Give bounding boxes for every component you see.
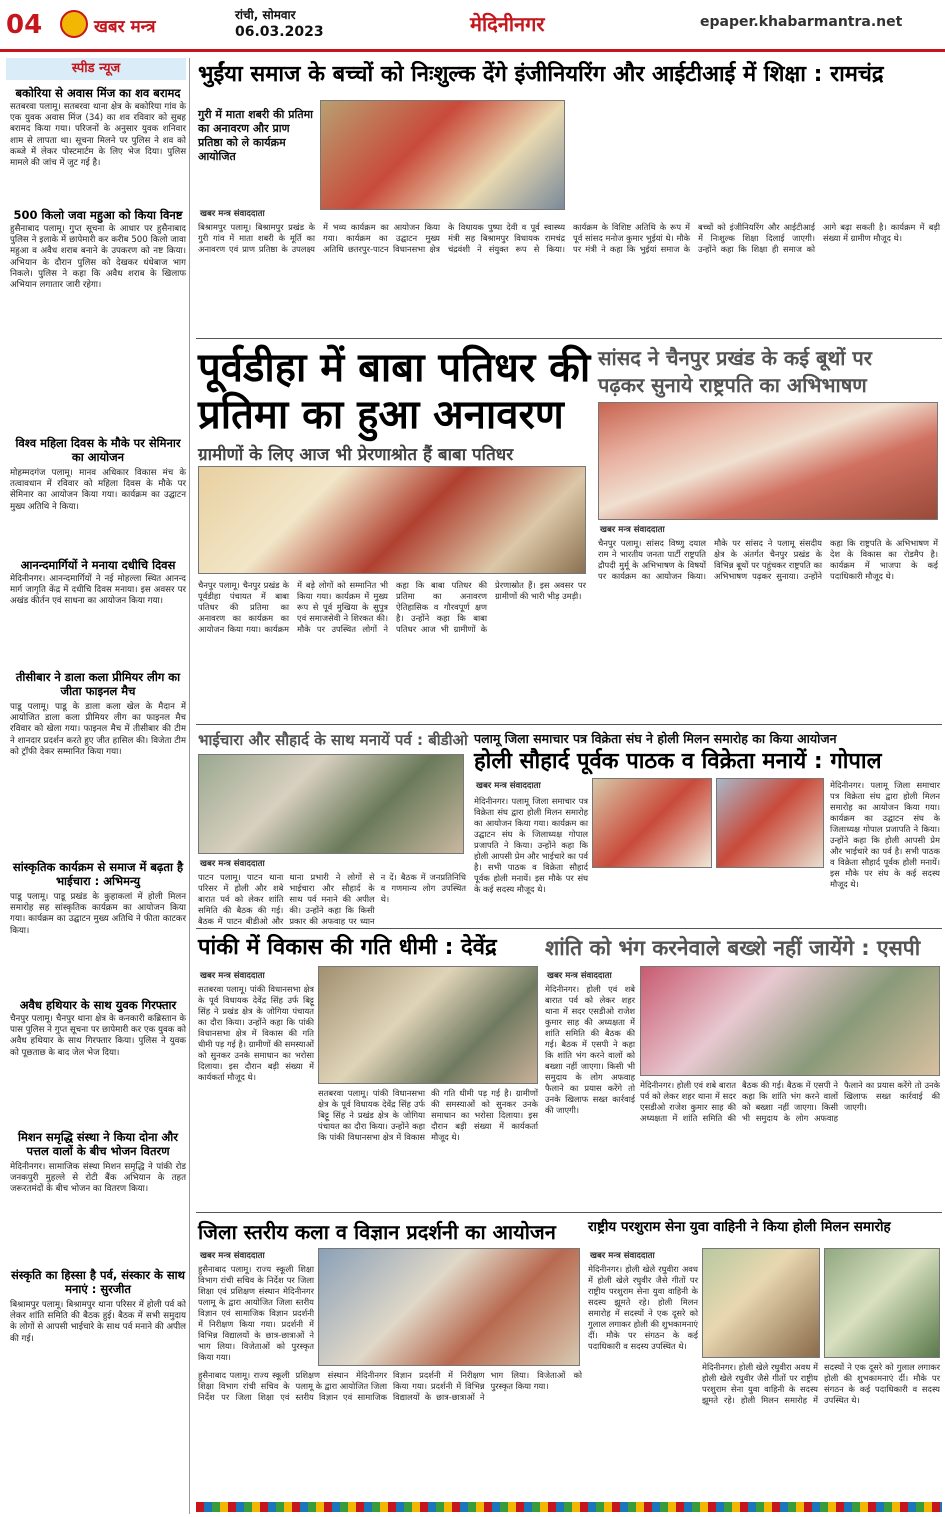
masthead bbox=[0, 0, 945, 52]
divider bbox=[196, 338, 942, 339]
story2-photo bbox=[198, 466, 586, 574]
story8-credit: खबर मन्त्र संवाददाता bbox=[200, 1251, 265, 1261]
story5-kicker: पलामू जिला समाचार पत्र विक्रेता संघ ने होली मिलन समारोह का किया आयोजन bbox=[474, 731, 837, 746]
story7-body-continued: मेदिनीनगर। होली एवं शबे बारात पर्व को लेकर शहर थाना में सदर एसडीओ राजेश कुमार साह की अध्यक्षता में शांति समिति की बैठक की गई। बैठक में एसपी ने कहा कि शांति भंग करने वालों को बख्शा नहीं जाएगा। किसी भी समुदाय के लोग अफवाह फैलाने का प्रयास करेंगे तो उनके खिलाफ सख्त कार्रवाई की जाएगी। bbox=[640, 1080, 940, 1123]
city-day: रांची, सोमवार bbox=[235, 8, 296, 22]
divider bbox=[196, 928, 942, 929]
section-label: स्पीड न्यूज bbox=[6, 58, 186, 80]
story3-photo bbox=[598, 402, 938, 520]
story6-body-continued: सतबरवा पलामू। पांकी विधानसभा क्षेत्र के पूर्व विधायक देवेंद्र सिंह उर्फ बिट्टू सिंह ने प्रखंड क्षेत्र के जोगिया पंचायत का दौरा किया। उन्होंने कहा कि पांकी विधानसभा क्षेत्र में विकास की गति धीमी पड़ गई है। ग्रामीणों की समस्याओं को सुनकर उनके समाधान का भरोसा दिलाया। इस दौरान बड़ी संख्या में कार्यकर्ता मौजूद थे। bbox=[318, 1088, 538, 1142]
brief-headline: अवैध हथियार के साथ युवक गिरफ्तार bbox=[19, 998, 177, 1012]
story3-body: चैनपुर पलामू। सांसद विष्णु दयाल राम ने भारतीय जनता पार्टी राष्ट्रपति द्रौपदी मुर्मू के अभिभाषण के विषयों पर कार्यक्रम का आयोजन किया। मौके पर सांसद ने पलामू संसदीय क्षेत्र के अंतर्गत चैनपुर प्रखंड के विभिन्न बूथों पर पहुंचकर राष्ट्रपति का अभिभाषण पढ़कर सुनाया। उन्होंने कहा कि राष्ट्रपति के अभिभाषण में देश के विकास का रोडमैप है। कार्यक्रम में भाजपा के कई पदाधिकारी मौजूद थे। bbox=[598, 538, 938, 581]
brief-text: बिश्रामपुर पलामू। बिश्रामपुर थाना परिसर में होली पर्व को लेकर शांति समिति की बैठक हुई। बैठक में सभी समुदाय के लोगों से आपसी भाईचारे के साथ पर्व मनाने की अपील की गई। bbox=[10, 1300, 186, 1344]
brief-text: पाडू पलामू। पाडू प्रखंड के कुहाकलां में होली मिलन समारोह सह सांस्कृतिक कार्यक्रम का आयोजन किया गया। कार्यक्रम का उद्घाटन मुख्य अतिथि ने फीता काटकर किया। bbox=[10, 892, 186, 936]
brief-headline: आनन्दमार्गियों ने मनाया दधीचि दिवस bbox=[20, 558, 176, 572]
brief-headline: तीसीबार ने डाला कला प्रीमियर लीग का जीता फाइनल मैच bbox=[15, 670, 181, 698]
story1-caption: गुरी में माता शबरी की प्रतिमा का अनावरण और प्राण प्रतिष्ठा को ले कार्यक्रम आयोजित bbox=[198, 108, 314, 163]
brief-headline: 500 किलो जवा महुआ को किया विनष्ट bbox=[13, 208, 183, 222]
story6-photo bbox=[318, 966, 538, 1084]
brand-name: खबर मन्त्र bbox=[94, 17, 156, 37]
brief-text: चैनपुर पलामू। चैनपुर थाना क्षेत्र के कनकारी कब्रिस्तान के पास पुलिस ने गुप्त सूचना पर छापेमारी कर एक युवक को अवैध हथियार के साथ गिरफ्तार किया। पुलिस ने युवक को पूछताछ के बाद जेल भेज दिया। bbox=[10, 1014, 186, 1058]
story7-credit: खबर मन्त्र संवाददाता bbox=[547, 971, 612, 981]
brief-text: पाडू पलामू। पाडू के डाला कला खेल के मैदान में आयोजित डाला कला प्रीमियर लीग का फाइनल मैच रविवार को खेला गया। फाइनल मैच में तीसीबार की टीम ने शानदार प्रदर्शन करते हुए जीत हासिल की। विजेता टीम को ट्रॉफी देकर सम्मानित किया गया। bbox=[10, 702, 186, 757]
story8-photo bbox=[318, 1248, 580, 1366]
story9-body: मेदिनीनगर। होली खेले रघुवीरा अवध में होली खेले रघुवीर जैसे गीतों पर राष्ट्रीय परशुराम सेना युवा वाहिनी के सदस्य झूमते रहे। होली मिलन समारोह में सदस्यों ने एक दूसरे को गुलाल लगाकर होली की शुभकामनाएं दीं। मौके पर संगठन के कई पदाधिकारी व सदस्य उपस्थित थे। bbox=[588, 1264, 698, 1351]
story1-headline: भुईंया समाज के बच्चों को निःशुल्क देंगे इंजीनियरिंग और आईटीआई में शिक्षा : रामचंद्र bbox=[198, 62, 884, 87]
story6-body: सतबरवा पलामू। पांकी विधानसभा क्षेत्र के पूर्व विधायक देवेंद्र सिंह उर्फ बिट्टू सिंह ने प्रखंड क्षेत्र के जोगिया पंचायत का दौरा किया। उन्होंने कहा कि पांकी विधानसभा क्षेत्र में विकास की गति धीमी पड़ गई है। ग्रामीणों की समस्याओं को सुनकर उनके समाधान का भरोसा दिलाया। इस दौरान बड़ी संख्या में कार्यकर्ता मौजूद थे। bbox=[198, 984, 314, 1082]
story8-body-continued: हुसैनाबाद पलामू। राज्य स्कूली शिक्षा विभाग रांची सचिव के निर्देश पर जिला शिक्षा एवं प्रशिक्षण संस्थान मेदिनीनगर पलामू के द्वारा आयोजित जिला स्तरीय विज्ञान एवं सामाजिक विज्ञान प्रदर्शनी में निरीक्षण किया गया। प्रदर्शनी में विभिन्न विद्यालयों के छात्र-छात्राओं ने भाग लिया। विजेताओं को पुरस्कृत किया गया। bbox=[198, 1370, 582, 1402]
story8-headline: जिला स्तरीय कला व विज्ञान प्रदर्शनी का आयोजन bbox=[198, 1220, 556, 1244]
brief-text: मोहम्मदगंज पलामू। मानव अधिकार विकास मंच के तत्वावधान में रविवार को महिला दिवस के मौके पर सेमिनार का आयोजन किया गया। कार्यक्रम का उद्घाटन मुख्य अतिथि ने किया। bbox=[10, 468, 186, 512]
story1-credit: खबर मन्त्र संवाददाता bbox=[200, 209, 265, 219]
story5-body-continued: मेदिनीनगर। पलामू जिला समाचार पत्र विक्रेता संघ द्वारा होली मिलन समारोह का आयोजन किया गया। कार्यक्रम का उद्घाटन संघ के जिलाध्यक्ष गोपाल प्रजापति ने किया। उन्होंने कहा कि होली आपसी प्रेम और भाईचारे का पर्व है। सभी पाठक व विक्रेता सौहार्द पूर्वक होली मनायें। इस मौके पर संघ के कई सदस्य मौजूद थे। bbox=[830, 780, 940, 889]
story9-body-continued: मेदिनीनगर। होली खेले रघुवीरा अवध में होली खेले रघुवीर जैसे गीतों पर राष्ट्रीय परशुराम सेना युवा वाहिनी के सदस्य झूमते रहे। होली मिलन समारोह में सदस्यों ने एक दूसरे को गुलाल लगाकर होली की शुभकामनाएं दीं। मौके पर संगठन के कई पदाधिकारी व सदस्य उपस्थित थे। bbox=[702, 1362, 940, 1405]
story7-headline: शांति को भंग करनेवाले बख्शे नहीं जायेंगे : एसपी bbox=[545, 936, 921, 960]
divider bbox=[196, 1212, 942, 1213]
epaper-url[interactable]: epaper.khabarmantra.net bbox=[700, 14, 903, 30]
story7-body: मेदिनीनगर। होली एवं शबे बारात पर्व को लेकर शहर थाना में सदर एसडीओ राजेश कुमार साह की अध्यक्षता में शांति समिति की बैठक की गई। बैठक में एसपी ने कहा कि शांति भंग करने वालों को बख्शा नहीं जाएगा। किसी भी समुदाय के लोग अफवाह फैलाने का प्रयास करेंगे तो उनके खिलाफ सख्त कार्रवाई की जाएगी। bbox=[545, 984, 635, 1115]
footer-color-bar bbox=[196, 1502, 942, 1512]
story1-body: बिश्रामपुर पलामू। बिश्रामपुर प्रखंड के गुरी गांव में माता शबरी के मूर्ति का अनावरण एवं प्राण प्रतिष्ठा के उपलक्ष्य में भव्य कार्यक्रम का आयोजन किया गया। कार्यक्रम का उद्घाटन मुख्य अतिथि छतरपुर-पाटन विधानसभा क्षेत्र के विधायक पुष्पा देवी व पूर्व स्वास्थ्य मंत्री सह बिश्रामपुर विधायक रामचंद्र चंद्रवंशी ने संयुक्त रूप से किया। कार्यक्रम के विशिष्ट अतिथि के रूप में पूर्व सांसद मनोज कुमार भुईयां थे। मौके पर मंत्री ने कहा कि भुईयां समाज के बच्चों को इंजीनियरिंग और आईटीआई में निःशुल्क शिक्षा दिलाई जाएगी। उन्होंने कहा कि शिक्षा ही समाज को आगे बढ़ा सकती है। कार्यक्रम में बड़ी संख्या में ग्रामीण मौजूद थे। bbox=[198, 222, 940, 254]
story5-credit: खबर मन्त्र संवाददाता bbox=[476, 781, 541, 791]
page-number: 04 bbox=[6, 10, 43, 40]
story4-body: पाटन पलामू। पाटन थाना परिसर में होली और शबे बारात पर्व को लेकर शांति समिति की बैठक की गई। बैठक में पाटन बीडीओ और थाना प्रभारी ने लोगों से भाईचारा और सौहार्द के साथ पर्व मनाने की अपील की। उन्होंने कहा कि किसी प्रकार की अफवाह पर ध्यान न दें। बैठक में जनप्रतिनिधि व गणमान्य लोग उपस्थित थे। bbox=[198, 872, 466, 926]
story3-headline-line2: पढ़कर सुनाये राष्ट्रपति का अभिभाषण bbox=[598, 373, 867, 397]
story4-photo bbox=[198, 754, 464, 854]
story2-headline-line1: पूर्वडीहा में बाबा पतिधर की bbox=[198, 345, 591, 391]
brief-headline: विश्व महिला दिवस के मौके पर सेमिनार का आयोजन bbox=[15, 436, 181, 464]
divider bbox=[196, 724, 942, 725]
story9-credit: खबर मन्त्र संवाददाता bbox=[590, 1251, 655, 1261]
issue-date: 06.03.2023 bbox=[235, 24, 324, 40]
story7-photo bbox=[640, 966, 940, 1076]
brief-text: मेदिनीनगर। आनन्दमार्गियों ने नई मोहल्ला स्थित आनन्द मार्ग जागृति केंद्र में दधीचि दिवस मनाया। इस अवसर पर अखंड कीर्तन एवं साधना का आयोजन किया गया। bbox=[10, 574, 186, 607]
story4-credit: खबर मन्त्र संवाददाता bbox=[200, 859, 265, 869]
story1-photo bbox=[320, 100, 565, 210]
brief-text: हुसैनाबाद पलामू। गुप्त सूचना के आधार पर हुसैनाबाद पुलिस ने इलाके में छापेमारी कर करीब 500 किलो जावा महुआ व अवैध शराब बनाने के उपकरण को नष्ट किया। अभियान के दौरान पुलिस को देखकर धंधेबाज भाग निकले। पुलिस ने कहा कि अवैध शराब के खिलाफ अभियान लगातार जारी रहेगा। bbox=[10, 224, 186, 291]
brief-text: मेदिनीनगर। सामाजिक संस्था मिशन समृद्धि ने पांकी रोड जनकपुरी मुहल्ले से रोटी बैंक अभियान के तहत जरूरतमंदों के बीच भोजन का वितरण किया। bbox=[10, 1162, 186, 1195]
story4-headline: भाईचारा और सौहार्द के साथ मनायें पर्व : बीडीओ bbox=[198, 731, 468, 749]
brief-headline: बकोरिया से अवास मिंज का शव बरामद bbox=[15, 86, 181, 100]
edition-name: मेदिनीनगर bbox=[470, 12, 545, 36]
story2-body: चैनपुर पलामू। चैनपुर प्रखंड के पूर्वडीहा पंचायत में बाबा पतिधर की प्रतिमा का अनावरण का कार्यक्रम का आयोजन किया गया। कार्यक्रम में बड़े लोगों को सम्मानित भी किया गया। कार्यक्रम में मुख्य रूप से पूर्व मुखिया के सुपुत्र एवं समाजसेवी ने शिरकत की। मौके पर उपस्थित लोगों ने कहा कि बाबा पतिधर की प्रतिमा का अनावरण ऐतिहासिक व गौरवपूर्ण क्षण है। उन्होंने कहा कि बाबा पतिधर आज भी ग्रामीणों के प्रेरणास्रोत हैं। इस अवसर पर ग्रामीणों की भारी भीड़ उमड़ी। bbox=[198, 580, 586, 634]
story9-photo-left bbox=[702, 1248, 820, 1358]
story5-photo-left bbox=[592, 778, 712, 868]
story2-subhead: ग्रामीणों के लिए आज भी प्रेरणाश्रोत हैं बाबा पतिधर bbox=[198, 445, 514, 465]
story3-credit: खबर मन्त्र संवाददाता bbox=[600, 525, 665, 535]
speed-news-column bbox=[6, 58, 190, 1514]
story6-credit: खबर मन्त्र संवाददाता bbox=[200, 971, 265, 981]
brief-text: सतबरवा पलामू। सतबरवा थाना क्षेत्र के बकोरिया गांव के एक युवक अवास मिंज (34) का शव रविवार को सुबह बरामद किया गया। परिजनों के अनुसार युवक शनिवार शाम से लापता था। सूचना मिलने पर पुलिस ने शव को कब्जे में लेकर पोस्टमार्टम के लिए भेज दिया। पुलिस मामले की जांच में जुट गई है। bbox=[10, 102, 186, 169]
brand-logo-icon bbox=[60, 10, 88, 38]
story9-headline: राष्ट्रीय परशुराम सेना युवा वाहिनी ने किया होली मिलन समारोह bbox=[588, 1219, 891, 1235]
story5-headline: होली सौहार्द पूर्वक पाठक व विक्रेता मनायें : गोपाल bbox=[474, 749, 882, 774]
story6-headline: पांकी में विकास की गति धीमी : देवेंद्र bbox=[198, 935, 497, 960]
story2-headline-line2: प्रतिमा का हुआ अनावरण bbox=[198, 392, 564, 438]
story9-photo-right bbox=[824, 1248, 940, 1358]
brief-headline: संस्कृति का हिस्सा है पर्व, संस्कार के साथ मनाएं : सुरजीत bbox=[11, 1268, 185, 1296]
brief-headline: सांस्कृतिक कार्यक्रम से समाज में बढ़ता है भाईचारा : अभिमन्यु bbox=[12, 860, 184, 888]
brief-headline: मिशन समृद्धि संस्था ने किया दोना और पत्तल वालों के बीच भोजन वितरण bbox=[18, 1130, 178, 1158]
story8-body: हुसैनाबाद पलामू। राज्य स्कूली शिक्षा विभाग रांची सचिव के निर्देश पर जिला शिक्षा एवं प्रशिक्षण संस्थान मेदिनीनगर पलामू के द्वारा आयोजित जिला स्तरीय विज्ञान एवं सामाजिक विज्ञान प्रदर्शनी में निरीक्षण किया गया। प्रदर्शनी में विभिन्न विद्यालयों के छात्र-छात्राओं ने भाग लिया। विजेताओं को पुरस्कृत किया गया। bbox=[198, 1264, 314, 1362]
story3-headline-line1: सांसद ने चैनपुर प्रखंड के कई बूथों पर bbox=[598, 346, 872, 370]
story5-body: मेदिनीनगर। पलामू जिला समाचार पत्र विक्रेता संघ द्वारा होली मिलन समारोह का आयोजन किया गया। कार्यक्रम का उद्घाटन संघ के जिलाध्यक्ष गोपाल प्रजापति ने किया। उन्होंने कहा कि होली आपसी प्रेम और भाईचारे का पर्व है। सभी पाठक व विक्रेता सौहार्द पूर्वक होली मनायें। इस मौके पर संघ के कई सदस्य मौजूद थे। bbox=[474, 796, 588, 894]
story5-photo-right bbox=[716, 778, 824, 868]
